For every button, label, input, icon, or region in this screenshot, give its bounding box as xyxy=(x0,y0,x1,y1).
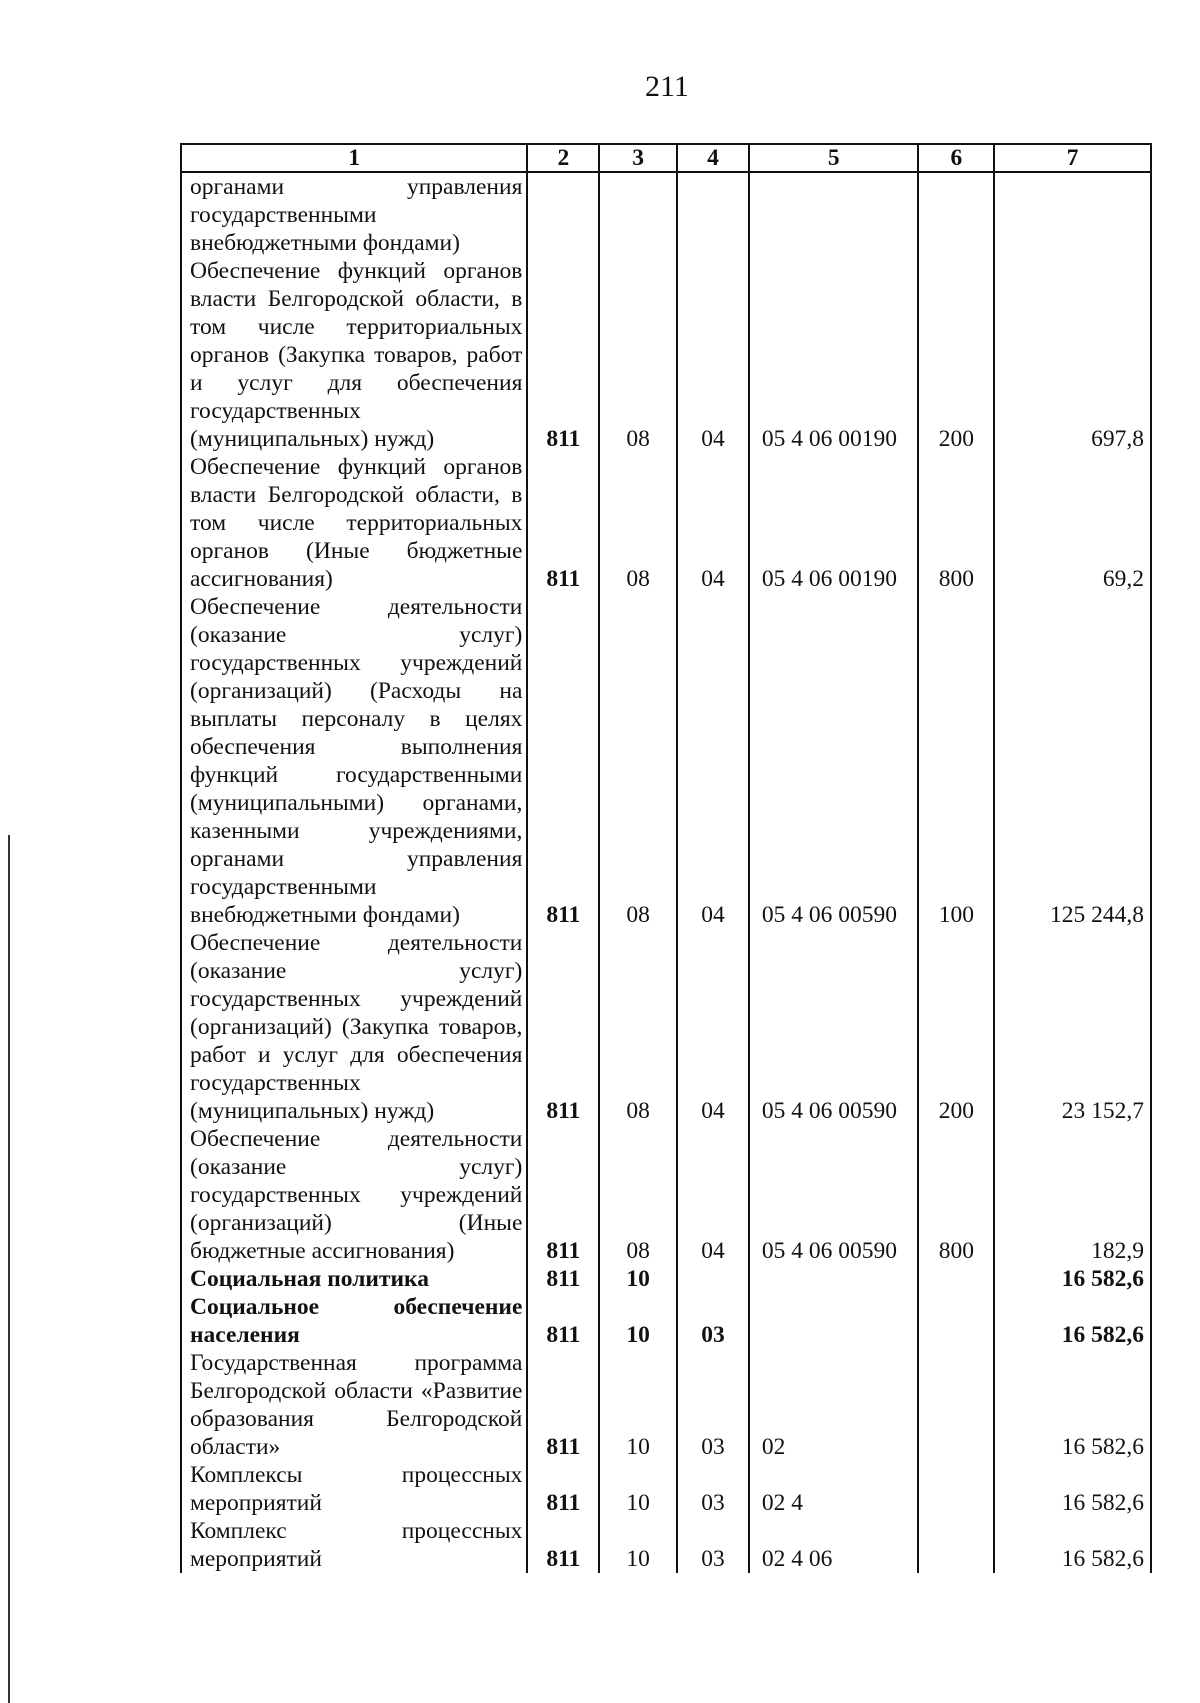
row-target-article xyxy=(749,1293,919,1349)
row-code-gradation xyxy=(527,172,599,257)
row-code-gradation: 811 xyxy=(527,929,599,1125)
row-section: 08 xyxy=(599,257,677,453)
row-code-gradation: 811 xyxy=(527,257,599,453)
table-row xyxy=(181,1293,1151,1349)
column-header: 5 xyxy=(749,144,919,172)
table-row xyxy=(181,1517,1151,1573)
row-expense-type xyxy=(918,172,994,257)
row-code-gradation: 811 xyxy=(527,1461,599,1517)
row-amount: 182,9 xyxy=(994,1125,1151,1265)
row-description: Обеспечение функций органов власти Белгородской области, в том числе территориальных органов (Иные бюджетные ассигнования) xyxy=(181,453,527,593)
row-subsection: 03 xyxy=(677,1293,749,1349)
column-header: 7 xyxy=(994,144,1151,172)
row-amount: 16 582,6 xyxy=(994,1461,1151,1517)
row-amount: 23 152,7 xyxy=(994,929,1151,1125)
row-description: Комплекс процессных мероприятий xyxy=(181,1517,527,1573)
row-section: 10 xyxy=(599,1265,677,1293)
row-description: Обеспечение деятельности (оказание услуг) государственных учреждений (организаций) (Иные бюджетные ассигнования) xyxy=(181,1125,527,1265)
row-subsection: 04 xyxy=(677,929,749,1125)
row-target-article: 05 4 06 00190 xyxy=(749,257,919,453)
row-amount xyxy=(994,172,1151,257)
row-subsection: 03 xyxy=(677,1349,749,1461)
column-header: 6 xyxy=(918,144,994,172)
row-subsection xyxy=(677,172,749,257)
row-target-article: 05 4 06 00590 xyxy=(749,1125,919,1265)
row-expense-type xyxy=(918,1349,994,1461)
row-target-article xyxy=(749,1265,919,1293)
row-expense-type xyxy=(918,1265,994,1293)
table-header-row xyxy=(181,144,1151,172)
table-row xyxy=(181,1461,1151,1517)
row-expense-type: 800 xyxy=(918,1125,994,1265)
row-subsection: 03 xyxy=(677,1461,749,1517)
row-code-gradation: 811 xyxy=(527,1265,599,1293)
row-expense-type xyxy=(918,1293,994,1349)
row-target-article: 02 xyxy=(749,1349,919,1461)
table-row xyxy=(181,929,1151,1125)
row-amount: 16 582,6 xyxy=(994,1349,1151,1461)
table-row xyxy=(181,172,1151,257)
row-subsection: 04 xyxy=(677,453,749,593)
row-subsection: 04 xyxy=(677,593,749,929)
row-amount: 16 582,6 xyxy=(994,1517,1151,1573)
row-section xyxy=(599,172,677,257)
row-amount: 16 582,6 xyxy=(994,1265,1151,1293)
row-amount: 69,2 xyxy=(994,453,1151,593)
column-header: 4 xyxy=(677,144,749,172)
row-description: органами управления государственными внебюджетными фондами) xyxy=(181,172,527,257)
table-body xyxy=(181,172,1151,1573)
row-target-article: 05 4 06 00190 xyxy=(749,453,919,593)
row-target-article: 05 4 06 00590 xyxy=(749,929,919,1125)
row-code-gradation: 811 xyxy=(527,453,599,593)
row-description: Обеспечение деятельности (оказание услуг) государственных учреждений (организаций) (Расходы на выплаты персоналу в целях обеспечения выполнения функций государственными (муниципальными) органами, казенными учреждениями, органами управления государственными внебюджетными фондами) xyxy=(181,593,527,929)
column-header: 3 xyxy=(599,144,677,172)
row-subsection: 04 xyxy=(677,1125,749,1265)
row-target-article: 05 4 06 00590 xyxy=(749,593,919,929)
row-target-article: 02 4 06 xyxy=(749,1517,919,1573)
budget-table xyxy=(180,143,1152,1573)
row-subsection: 03 xyxy=(677,1517,749,1573)
row-code-gradation: 811 xyxy=(527,1125,599,1265)
row-expense-type: 100 xyxy=(918,593,994,929)
table-row xyxy=(181,593,1151,929)
row-section: 08 xyxy=(599,929,677,1125)
row-section: 10 xyxy=(599,1293,677,1349)
row-amount: 125 244,8 xyxy=(994,593,1151,929)
row-section: 08 xyxy=(599,1125,677,1265)
table-row xyxy=(181,453,1151,593)
row-section: 10 xyxy=(599,1517,677,1573)
column-header: 2 xyxy=(527,144,599,172)
table-row xyxy=(181,1125,1151,1265)
row-code-gradation: 811 xyxy=(527,1349,599,1461)
row-amount: 697,8 xyxy=(994,257,1151,453)
row-description: Государственная программа Белгородской области «Развитие образования Белгородской области» xyxy=(181,1349,527,1461)
row-subsection xyxy=(677,1265,749,1293)
row-target-article xyxy=(749,172,919,257)
page-number: 211 xyxy=(645,70,689,103)
row-code-gradation: 811 xyxy=(527,1293,599,1349)
row-expense-type: 800 xyxy=(918,453,994,593)
row-expense-type xyxy=(918,1517,994,1573)
table-row xyxy=(181,257,1151,453)
row-section: 10 xyxy=(599,1461,677,1517)
row-description: Обеспечение деятельности (оказание услуг) государственных учреждений (организаций) (Закупка товаров, работ и услуг для обеспечения государственных (муниципальных) нужд) xyxy=(181,929,527,1125)
table-row xyxy=(181,1349,1151,1461)
row-target-article: 02 4 xyxy=(749,1461,919,1517)
row-expense-type xyxy=(918,1461,994,1517)
row-description: Социальная политика xyxy=(181,1265,527,1293)
row-expense-type: 200 xyxy=(918,929,994,1125)
row-section: 08 xyxy=(599,453,677,593)
row-expense-type: 200 xyxy=(918,257,994,453)
row-section: 10 xyxy=(599,1349,677,1461)
row-code-gradation: 811 xyxy=(527,593,599,929)
row-description: Комплексы процессных мероприятий xyxy=(181,1461,527,1517)
row-section: 08 xyxy=(599,593,677,929)
row-description: Обеспечение функций органов власти Белгородской области, в том числе территориальных органов (Закупка товаров, работ и услуг для обеспечения государственных (муниципальных) нужд) xyxy=(181,257,527,453)
row-description: Социальное обеспечение населения xyxy=(181,1293,527,1349)
row-amount: 16 582,6 xyxy=(994,1293,1151,1349)
row-code-gradation: 811 xyxy=(527,1517,599,1573)
column-header: 1 xyxy=(181,144,527,172)
table-row xyxy=(181,1265,1151,1293)
row-subsection: 04 xyxy=(677,257,749,453)
scan-margin-line xyxy=(8,835,10,1703)
